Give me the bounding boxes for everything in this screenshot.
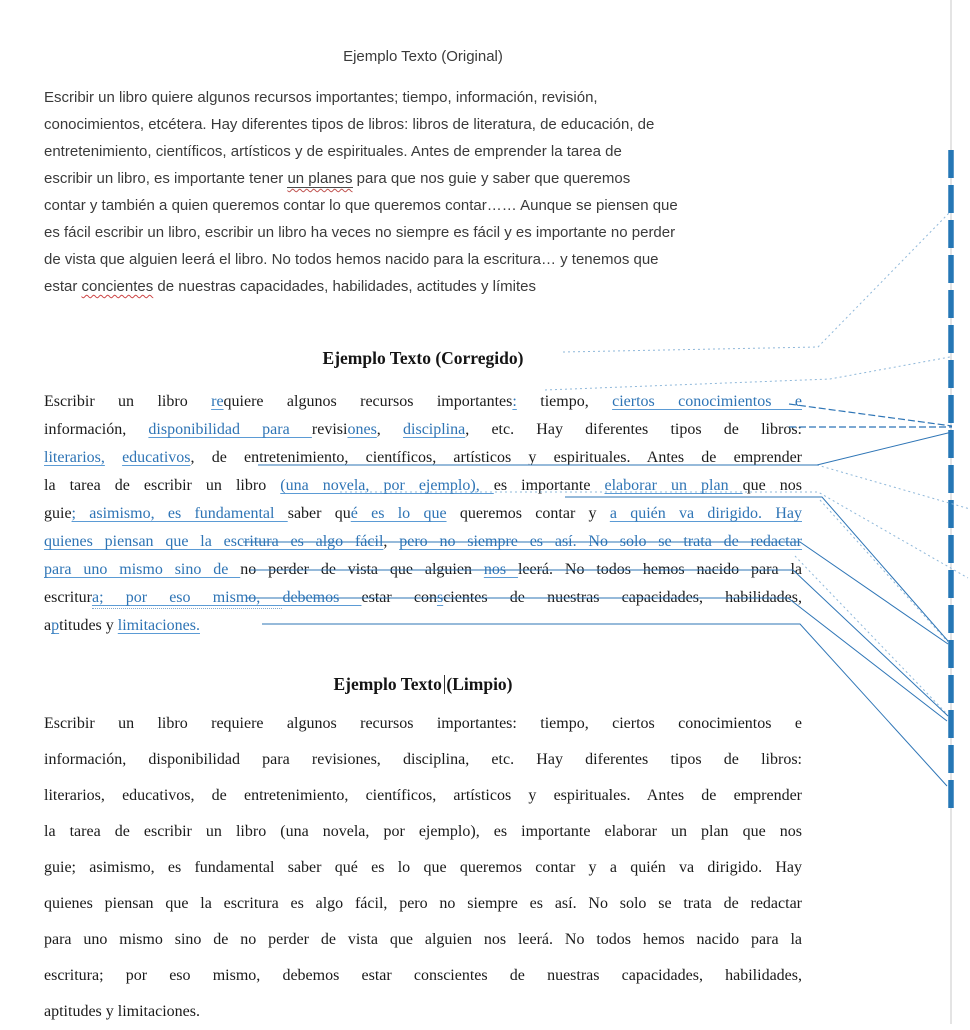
text-run: estar [44, 278, 82, 295]
text-run: Escribir un libro [44, 393, 212, 410]
inserted-text: (una novela, por ejemplo), [280, 477, 494, 494]
inserted-text: pero no siempre es así. No solo se trata de redactar [399, 533, 803, 550]
text-line [44, 246, 802, 273]
text-line [44, 994, 802, 1030]
text-line [44, 138, 802, 165]
text-run: de vista que alguien leerá el libro. No todos hemos nacido para la escritura… y tenemos que [44, 251, 659, 268]
inserted-text: s [436, 589, 444, 606]
inserted-text: debemos [282, 589, 362, 606]
text-line [44, 778, 802, 814]
inserted-text: re [211, 393, 224, 410]
text-run: guie; asimismo, es fundamental saber qué es lo que queremos contar y a quién va dirigido. Hay [44, 859, 802, 876]
text-run: no perder de vista que alguien [240, 561, 484, 578]
text-run [105, 449, 122, 466]
text-run: la tarea de escribir un libro [44, 477, 281, 494]
text-run: literarios, educativos, de entretenimiento, científicos, artísticos y espirituales. Antes de emprender [44, 787, 802, 804]
text-line [44, 742, 802, 778]
text-line [44, 472, 802, 500]
text-run: información, disponibilidad para revisiones, disciplina, etc. Hay diferentes tipos de libros: [44, 751, 802, 768]
text-line [44, 814, 802, 850]
text-line [44, 922, 802, 958]
text-run: de nuestras capacidades, habilidades, actitudes y límites [153, 278, 536, 295]
inserted-text: disponibilidad para [148, 421, 312, 438]
text-run: guie [44, 505, 72, 522]
text-line [44, 219, 802, 246]
inserted-text: limitaciones. [117, 617, 200, 634]
text-line [44, 612, 802, 640]
text-line [44, 556, 802, 584]
text-line [44, 416, 802, 444]
text-line [44, 958, 802, 994]
heading-limpio-part2: (Limpio) [446, 674, 513, 694]
text-run: quiere algunos recursos importantes [223, 393, 513, 410]
inserted-text: nos [483, 561, 518, 578]
text-run: quienes piensan que la escritura es algo fácil, pero no siempre es así. No solo se trata de redactar [44, 895, 802, 912]
text-line [44, 388, 802, 416]
paragraph-limpio [44, 706, 802, 1030]
comment-callout-line-dotted [795, 556, 947, 714]
text-run: escritura; por eso mismo, debemos estar conscientes de nuestras capacidades, habilidades, [44, 967, 802, 984]
text-line [44, 273, 802, 300]
text-run: información, [44, 421, 149, 438]
heading-corregido: Ejemplo Texto (Corregido) [322, 348, 524, 368]
grammar-marked-text: un planes [287, 170, 353, 187]
heading-limpio-part1: Ejemplo Texto [333, 674, 442, 694]
heading-original: Ejemplo Texto (Original) [343, 48, 503, 65]
inserted-text: ; asimismo, es fundamental [71, 505, 288, 522]
text-run: Escribir un libro requiere algunos recursos importantes: tiempo, ciertos conocimientos e [44, 715, 802, 732]
text-line [44, 886, 802, 922]
text-run: para que nos guie y saber que queremos [352, 170, 631, 187]
inserted-text: a quién va dirigido. Hay [609, 505, 802, 522]
paragraph-corregido [44, 388, 802, 640]
text-run: saber qu [287, 505, 351, 522]
text-run: , etc. Hay diferentes tipos de libros: [465, 421, 802, 438]
paragraph-original [44, 84, 802, 300]
text-line [44, 706, 802, 742]
text-run: titudes y [59, 617, 118, 634]
inserted-text: educativos [122, 449, 191, 466]
text-run: escritur [44, 589, 92, 606]
heading-limpio [44, 674, 802, 695]
inserted-text-commented: a; por eso mismo, [92, 589, 282, 609]
comment-callout-line-dotted [820, 500, 948, 642]
text-run: que nos [742, 477, 803, 494]
comment-callout-line-dotted [817, 465, 970, 509]
text-line [44, 192, 802, 219]
inserted-text: p [51, 617, 60, 634]
misspelled-text: concientes [81, 278, 154, 295]
text-run: Escribir un libro quiere algunos recursos importantes; tiempo, información, revisión, [44, 89, 598, 106]
text-run: escribir un libro, es importante tener [44, 170, 288, 187]
revision-callout-line [789, 404, 952, 426]
text-line [44, 500, 802, 528]
text-line [44, 444, 802, 472]
inserted-text: é es lo que [350, 505, 447, 522]
inserted-text: : [512, 393, 517, 410]
inserted-text: literarios, [44, 449, 105, 466]
text-run: , [376, 421, 404, 438]
text-run: , de entretenimiento, científicos, artísticos y espirituales. Antes de emprender [190, 449, 803, 466]
inserted-text: quienes piensan que la escritura es algo fácil [44, 533, 384, 550]
text-line [44, 850, 802, 886]
text-run: queremos contar y [446, 505, 610, 522]
text-run: entretenimiento, científicos, artísticos y de espirituales. Antes de emprender la tarea de [44, 143, 622, 160]
text-run: contar y también a quien queremos contar lo que queremos contar…… Aunque se piensen que [44, 197, 678, 214]
inserted-text: para uno mismo sino de [44, 561, 241, 578]
text-run: leerá. No todos hemos nacido para la [517, 561, 802, 578]
inserted-text: disciplina [403, 421, 466, 438]
text-run: , [383, 533, 400, 550]
text-run: para uno mismo sino de no perder de vista que alguien nos leerá. No todos hemos nacido para la [44, 931, 802, 948]
text-run: es importante [493, 477, 605, 494]
text-run: estar con [361, 589, 437, 606]
text-line [44, 111, 802, 138]
text-run: la tarea de escribir un libro (una novela, por ejemplo), es importante elaborar un plan que nos [44, 823, 802, 840]
text-run: cientes de nuestras capacidades, habilidades, [443, 589, 802, 606]
inserted-text: ciertos conocimientos e [612, 393, 802, 410]
text-run: revisi [311, 421, 348, 438]
inserted-text: ones [347, 421, 377, 438]
text-run: tiempo, [516, 393, 613, 410]
text-line [44, 528, 802, 556]
text-run: conocimientos, etcétera. Hay diferentes tipos de libros: libros de literatura, de educación, de [44, 116, 655, 133]
text-run: a [44, 617, 52, 634]
inserted-text: elaborar un plan [604, 477, 743, 494]
text-line [44, 584, 802, 612]
text-run: aptitudes y limitaciones. [44, 1003, 200, 1020]
text-line [44, 165, 802, 192]
text-run: es fácil escribir un libro, escribir un libro ha veces no siempre es fácil y es importante no perder [44, 224, 676, 241]
text-line [44, 84, 802, 111]
